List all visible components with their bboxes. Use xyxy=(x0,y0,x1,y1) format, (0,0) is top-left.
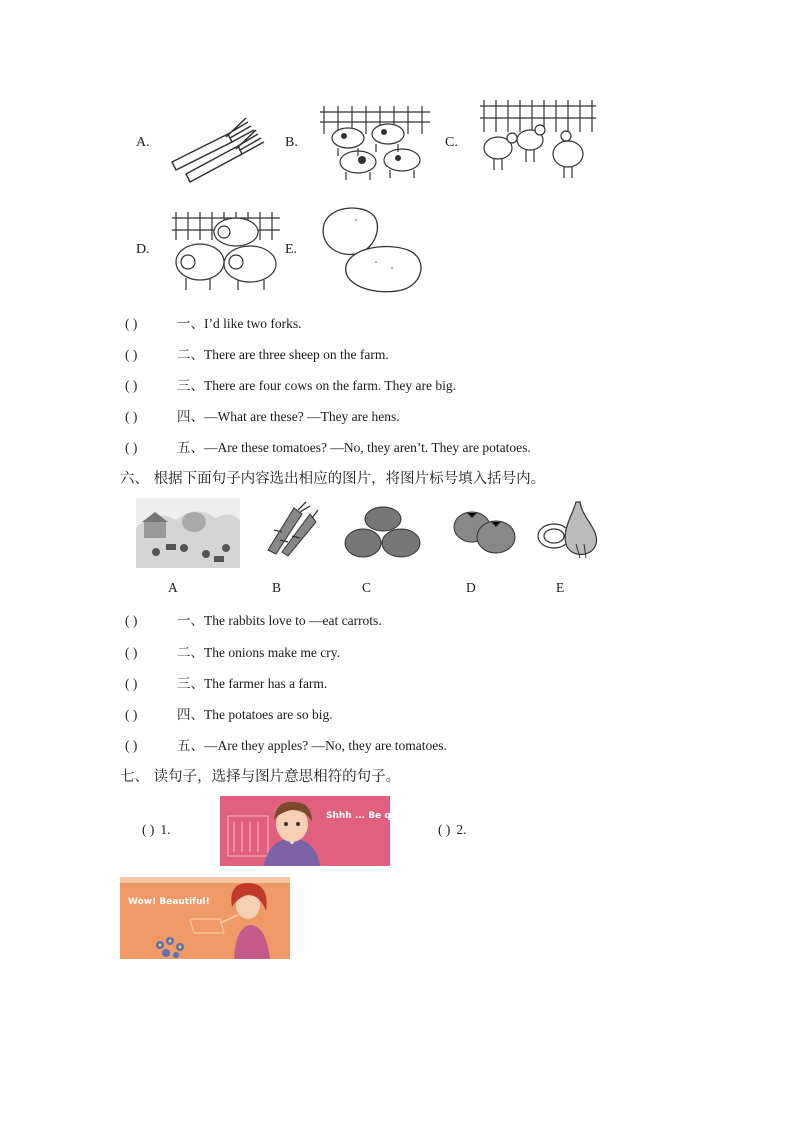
beautiful-picture xyxy=(120,877,290,959)
potatoes-picture-2 xyxy=(343,505,421,559)
cows-picture xyxy=(318,104,432,184)
answer-blank[interactable]: ( ) xyxy=(125,316,138,331)
onions-picture xyxy=(536,500,602,560)
picture-letter-a: A xyxy=(168,580,178,595)
option-label-a: A. xyxy=(136,135,150,150)
sentence-text: 五、—Are they apples? —No, they are tomatoes. xyxy=(177,738,447,753)
option-label-b: B. xyxy=(285,135,298,150)
sentence-text: 四、—What are these? —They are hens. xyxy=(177,409,400,424)
option-label-e: E. xyxy=(285,242,298,257)
carrots-picture xyxy=(258,500,320,556)
s7-question-2 xyxy=(438,822,467,838)
sentence-text: 五、—Are these tomatoes? —No, they aren’t. They are potatoes. xyxy=(177,440,531,455)
sentence-text: 三、The farmer has a farm. xyxy=(177,676,328,691)
forks-picture xyxy=(168,104,264,186)
answer-blank[interactable]: ( ) xyxy=(125,347,138,362)
s5-item-2 xyxy=(125,343,389,363)
answer-blank[interactable]: ( ) xyxy=(142,822,155,837)
answer-blank[interactable]: ( ) xyxy=(125,378,138,393)
quiet-picture xyxy=(220,796,415,866)
tomatoes-picture xyxy=(450,505,518,557)
s7-question-1 xyxy=(142,822,171,838)
sentence-text: 一、The rabbits love to —eat carrots. xyxy=(177,613,382,628)
s5-item-5 xyxy=(125,436,531,456)
potatoes-picture xyxy=(316,204,426,294)
sentence-text: 四、The potatoes are so big. xyxy=(177,707,333,722)
s5-item-4 xyxy=(125,405,400,425)
farm-picture xyxy=(136,498,240,568)
girl-shush-illustration xyxy=(220,796,390,866)
answer-blank[interactable]: ( ) xyxy=(125,676,138,691)
answer-blank[interactable]: ( ) xyxy=(125,738,138,753)
girl-watering-illustration xyxy=(120,877,290,959)
s6-item-1 xyxy=(125,609,382,629)
sentence-text: 二、The onions make me cry. xyxy=(177,645,340,660)
s6-item-4 xyxy=(125,703,333,723)
answer-blank[interactable]: ( ) xyxy=(125,613,138,628)
answer-blank[interactable]: ( ) xyxy=(438,822,451,837)
section-7-heading: 七、 读句子，选择与图片意思相符的句子。 xyxy=(120,769,401,785)
sheep-picture xyxy=(170,210,282,292)
s5-item-3 xyxy=(125,374,456,394)
s6-item-2 xyxy=(125,641,340,661)
option-label-d: D. xyxy=(136,242,150,257)
hens-picture xyxy=(478,98,598,184)
picture-letter-c: C xyxy=(362,580,372,595)
speech-bubble: Shhh ... Be quiet! xyxy=(326,811,415,821)
s6-item-3 xyxy=(125,672,327,692)
s6-item-5 xyxy=(125,734,447,754)
speech-bubble: Wow! Beautiful! xyxy=(128,897,210,907)
question-number: 1. xyxy=(160,822,171,837)
question-number: 2. xyxy=(456,822,467,837)
section-6-heading: 六、 根据下面句子内容选出相应的图片，将图片标号填入括号内。 xyxy=(120,471,546,487)
answer-blank[interactable]: ( ) xyxy=(125,707,138,722)
answer-blank[interactable]: ( ) xyxy=(125,440,138,455)
answer-blank[interactable]: ( ) xyxy=(125,645,138,660)
s5-item-1 xyxy=(125,312,301,332)
picture-letter-e: E xyxy=(556,580,565,595)
picture-letter-b: B xyxy=(272,580,282,595)
option-label-c: C. xyxy=(445,135,458,150)
sentence-text: 一、I’d like two forks. xyxy=(177,316,302,331)
answer-blank[interactable]: ( ) xyxy=(125,409,138,424)
picture-letter-d: D xyxy=(466,580,476,595)
sentence-text: 二、There are three sheep on the farm. xyxy=(177,347,389,362)
sentence-text: 三、There are four cows on the farm. They are big. xyxy=(177,378,457,393)
